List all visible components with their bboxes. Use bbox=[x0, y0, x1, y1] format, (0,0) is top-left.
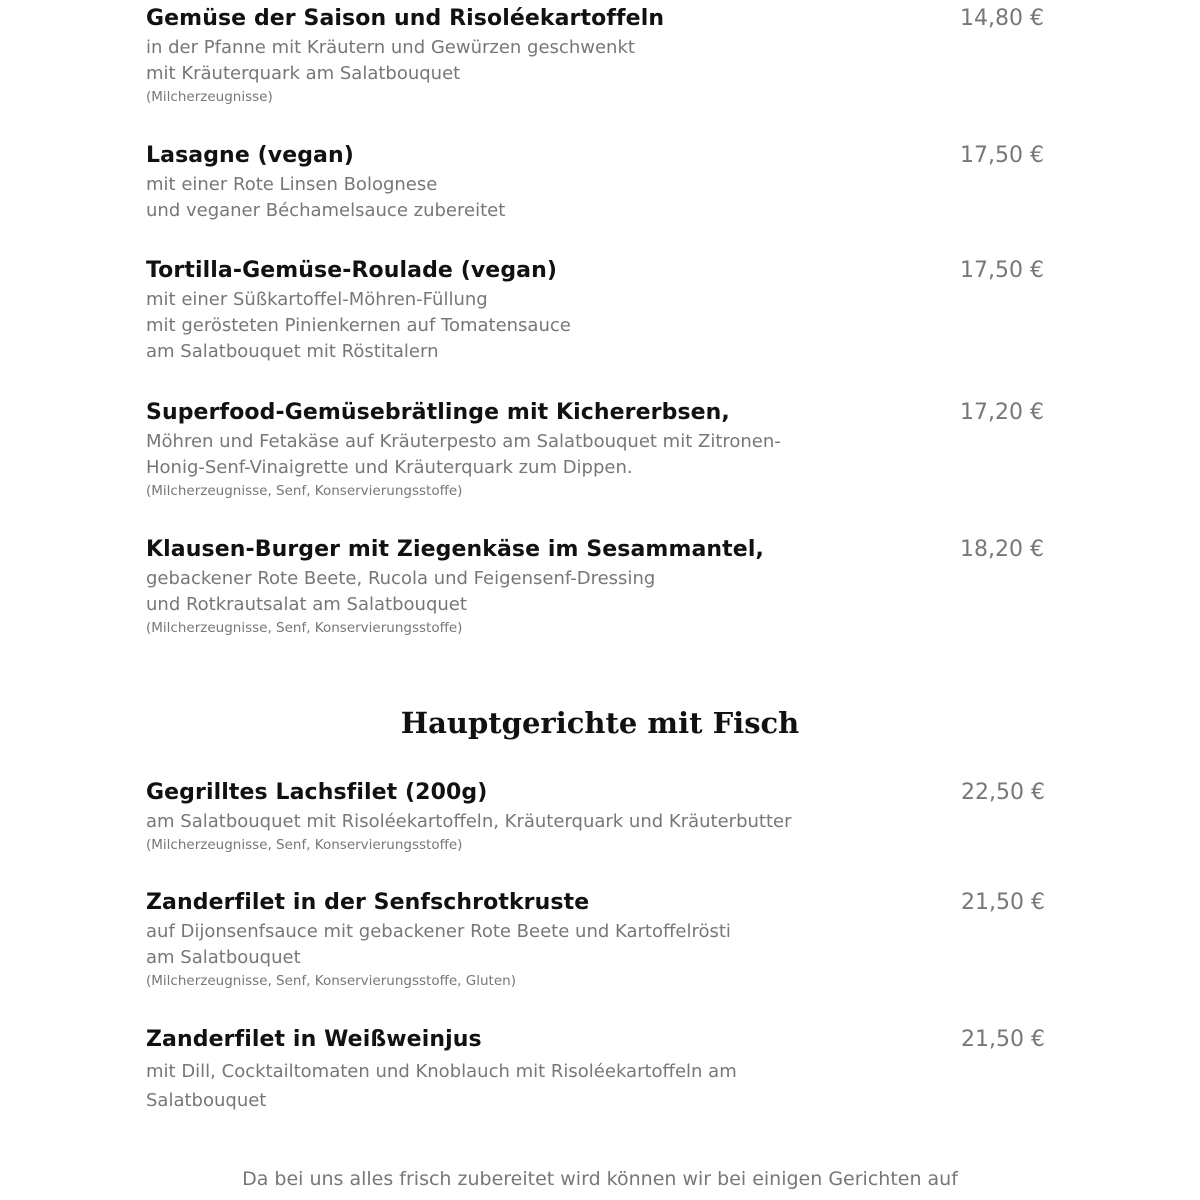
dish-price: 17,50 € bbox=[960, 258, 1044, 283]
dish-description: gebackener Rote Beete, Rucola und Feigensenf-Dressing bbox=[146, 568, 656, 589]
dish-price: 18,20 € bbox=[960, 537, 1044, 562]
dish-description: und Rotkrautsalat am Salatbouquet bbox=[146, 594, 467, 615]
dish-price: 17,20 € bbox=[960, 400, 1044, 425]
dish-price: 21,50 € bbox=[961, 1027, 1045, 1052]
dish-price: 17,50 € bbox=[960, 143, 1044, 168]
footer-note: Da bei uns alles frisch zubereitet wird können wir bei einigen Gerichten auf bbox=[242, 1168, 958, 1190]
dish-description: auf Dijonsenfsauce mit gebackener Rote Beete und Kartoffelrösti bbox=[146, 921, 731, 942]
dish-description: mit gerösteten Pinienkernen auf Tomatensauce bbox=[146, 315, 571, 336]
dish-allergens: (Milcherzeugnisse) bbox=[146, 89, 273, 105]
dish-allergens: (Milcherzeugnisse, Senf, Konservierungsstoffe, Gluten) bbox=[146, 973, 516, 989]
dish-name: Gegrilltes Lachsfilet (200g) bbox=[146, 780, 488, 805]
dish-price: 22,50 € bbox=[961, 780, 1045, 805]
dish-description: am Salatbouquet bbox=[146, 947, 301, 968]
dish-name: Tortilla-Gemüse-Roulade (vegan) bbox=[146, 258, 558, 283]
dish-name: Zanderfilet in Weißweinjus bbox=[146, 1027, 482, 1052]
dish-allergens: (Milcherzeugnisse, Senf, Konservierungsstoffe) bbox=[146, 483, 463, 499]
dish-price: 14,80 € bbox=[960, 6, 1044, 31]
dish-allergens: (Milcherzeugnisse, Senf, Konservierungsstoffe) bbox=[146, 620, 463, 636]
dish-name: Lasagne (vegan) bbox=[146, 143, 354, 168]
dish-allergens: (Milcherzeugnisse, Senf, Konservierungsstoffe) bbox=[146, 837, 463, 853]
dish-description: am Salatbouquet mit Risoléekartoffeln, Kräuterquark und Kräuterbutter bbox=[146, 811, 792, 832]
dish-description: mit Kräuterquark am Salatbouquet bbox=[146, 63, 461, 84]
dish-description: Honig-Senf-Vinaigrette und Kräuterquark zum Dippen. bbox=[146, 457, 633, 478]
dish-description: mit Dill, Cocktailtomaten und Knoblauch mit Risoléekartoffeln am bbox=[146, 1061, 737, 1082]
dish-name: Zanderfilet in der Senfschrotkruste bbox=[146, 890, 590, 915]
dish-description: mit einer Rote Linsen Bolognese bbox=[146, 174, 438, 195]
section-heading: Hauptgerichte mit Fisch bbox=[400, 706, 800, 740]
dish-name: Klausen-Burger mit Ziegenkäse im Sesammantel, bbox=[146, 537, 764, 562]
dish-description: Möhren und Fetakäse auf Kräuterpesto am Salatbouquet mit Zitronen- bbox=[146, 431, 781, 452]
dish-description: Salatbouquet bbox=[146, 1090, 267, 1111]
dish-description: in der Pfanne mit Kräutern und Gewürzen geschwenkt bbox=[146, 37, 635, 58]
dish-name: Gemüse der Saison und Risoléekartoffeln bbox=[146, 6, 665, 31]
dish-description: am Salatbouquet mit Röstitalern bbox=[146, 341, 439, 362]
dish-description: und veganer Béchamelsauce zubereitet bbox=[146, 200, 506, 221]
dish-description: mit einer Süßkartoffel-Möhren-Füllung bbox=[146, 289, 488, 310]
dish-name: Superfood-Gemüsebrätlinge mit Kichererbsen, bbox=[146, 400, 730, 425]
dish-price: 21,50 € bbox=[961, 890, 1045, 915]
